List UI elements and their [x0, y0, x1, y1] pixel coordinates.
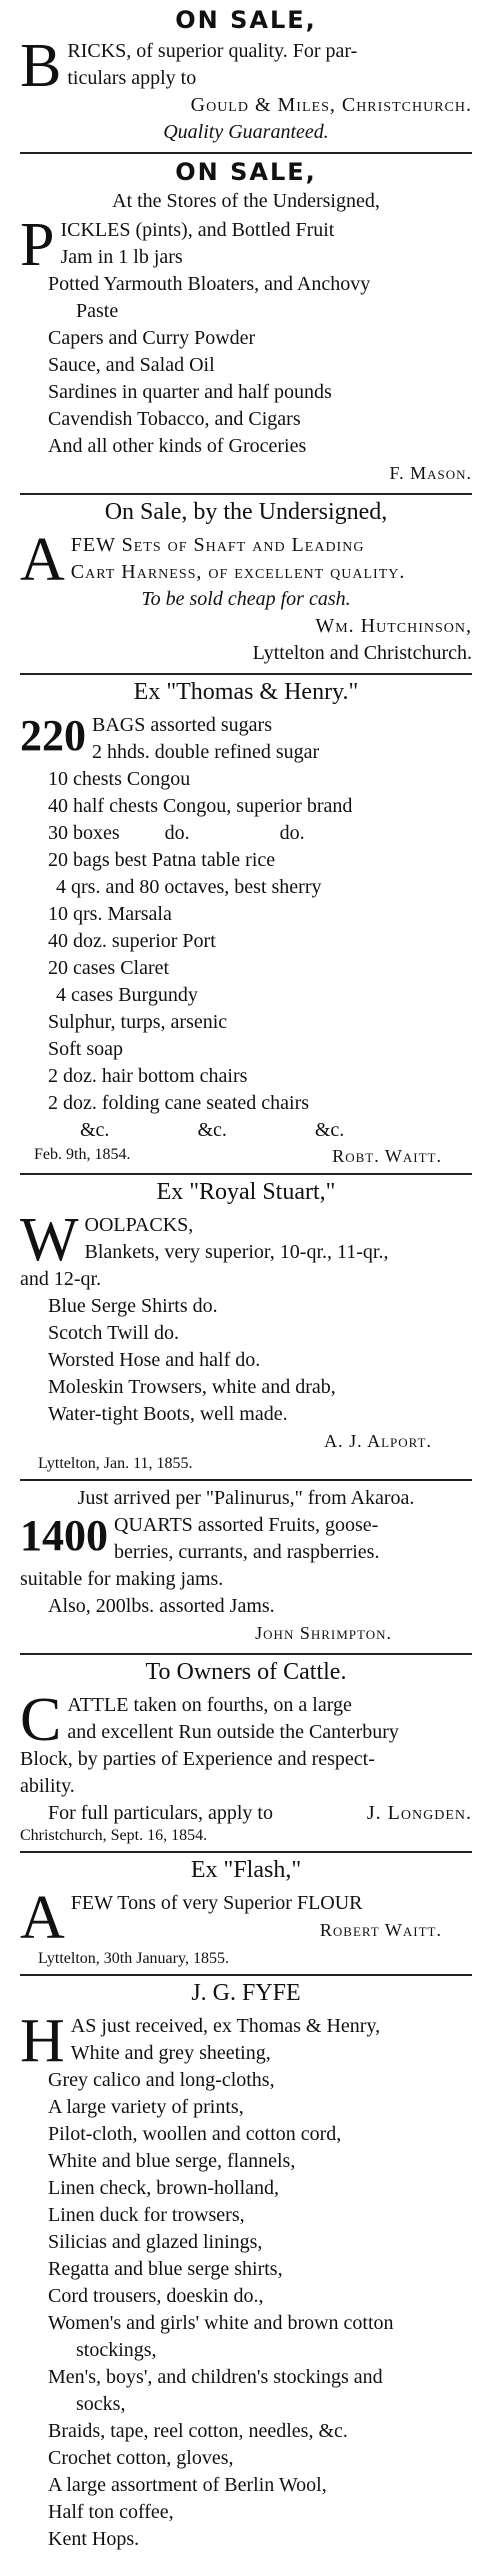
divider: [20, 1851, 472, 1853]
ad-line: 2 hhds. double refined sugar: [92, 741, 320, 763]
list-item: socks,: [76, 2393, 126, 2415]
ad-line: BAGS assorted sugars: [92, 714, 272, 736]
ad-seller: Gould & Miles, Christchurch.: [190, 94, 472, 116]
list-item: Potted Yarmouth Bloaters, and Anchovy: [48, 273, 371, 295]
dropcap: P: [20, 211, 55, 279]
ad-heading: ON SALE,: [175, 6, 317, 34]
list-item: Pilot-cloth, woollen and cotton cord,: [48, 2123, 342, 2145]
dropcap: B: [20, 32, 62, 100]
ad-line: ticulars apply to: [67, 67, 197, 89]
ad-line: For full particulars, apply to: [48, 1802, 273, 1824]
ad-flash: [20, 1857, 472, 1968]
list-item: A large assortment of Berlin Wool,: [48, 2474, 327, 2496]
dropcap: W: [20, 1206, 79, 1274]
list-item: 30 boxes do. do.: [48, 822, 305, 844]
divider: [20, 1479, 472, 1481]
list-item: 40 doz. superior Port: [48, 930, 216, 952]
list-item: White and blue serge, flannels,: [48, 2150, 296, 2172]
ad-line: Blankets, very superior, 10-qr., 11-qr.,: [84, 1241, 389, 1263]
ad-date: Christchurch, Sept. 16, 1854.: [20, 1827, 208, 1844]
list-item: Regatta and blue serge shirts,: [48, 2258, 283, 2280]
newspaper-column: [10, 0, 482, 2553]
dropcap: H: [20, 2007, 65, 2075]
list-item: 4 cases Burgundy: [56, 984, 198, 1006]
list-item: Sulphur, turps, arsenic: [48, 1011, 228, 1033]
divider: [20, 1974, 472, 1976]
list-item: 10 chests Congou: [48, 768, 191, 790]
list-item: stockings,: [76, 2339, 157, 2361]
ad-cattle: [20, 1659, 472, 1845]
ad-line: QUARTS assorted Fruits, goose-: [114, 1514, 379, 1536]
list-item: Water-tight Boots, well made.: [48, 1403, 288, 1425]
list-item: Kent Hops.: [48, 2528, 140, 2550]
ad-subheading: At the Stores of the Undersigned,: [112, 190, 380, 212]
ad-heading: Ex "Royal Stuart,": [156, 1179, 336, 1205]
ad-signature: A. J. Alport.: [324, 1431, 432, 1451]
ad-harness: [20, 499, 472, 667]
ad-line: ATTLE taken on fourths, on a large: [67, 1694, 352, 1716]
ad-line: Jam in 1 lb jars: [60, 246, 183, 268]
list-item: Crochet cotton, gloves,: [48, 2447, 234, 2469]
ad-line: and 12-qr.: [20, 1268, 102, 1290]
divider: [20, 152, 472, 154]
ad-heading: ON SALE,: [175, 158, 317, 186]
list-item: Paste: [76, 300, 119, 322]
big-number: 220: [20, 711, 86, 760]
date-signature-row: [20, 1146, 472, 1167]
ad-thomas-henry: [20, 679, 472, 1167]
ad-pickles: [20, 158, 472, 487]
list-item: 2 doz. folding cane seated chairs: [48, 1092, 310, 1114]
ad-line: ability.: [20, 1775, 75, 1797]
ad-line: FEW Tons of very Superior FLOUR: [70, 1892, 363, 1914]
ad-line: AS just received, ex Thomas & Henry,: [70, 2015, 381, 2037]
big-number: 1400: [20, 1511, 108, 1560]
divider: [20, 493, 472, 495]
list-item: A large variety of prints,: [48, 2096, 244, 2118]
ad-bricks: [20, 6, 472, 146]
list-item: 40 half chests Congou, superior brand: [48, 795, 353, 817]
ad-royal-stuart: [20, 1179, 472, 1473]
ad-heading: J. G. FYFE: [191, 1980, 301, 2006]
ad-signature: Robt. Waitt.: [332, 1146, 442, 1166]
ad-heading: Ex "Thomas & Henry.": [133, 679, 359, 705]
ad-palinurus: [20, 1485, 472, 1647]
ad-date: Lyttelton, Jan. 11, 1855.: [38, 1455, 193, 1472]
ad-line: suitable for making jams.: [20, 1568, 224, 1590]
list-item: And all other kinds of Groceries: [48, 435, 307, 457]
ad-heading: Ex "Flash,": [190, 1857, 302, 1883]
list-item: Braids, tape, reel cotton, needles, &c.: [48, 2420, 348, 2442]
list-item: 20 cases Claret: [48, 957, 170, 979]
ad-footer-row: [20, 1800, 472, 1827]
list-item: Sauce, and Salad Oil: [48, 354, 215, 376]
list-item: Linen check, brown-holland,: [48, 2177, 280, 2199]
list-item: Half ton coffee,: [48, 2501, 174, 2523]
etc: &c.: [314, 1119, 345, 1141]
ad-line: OOLPACKS,: [84, 1214, 194, 1236]
list-item: Sardines in quarter and half pounds: [48, 381, 332, 403]
list-item: Moleskin Trowsers, white and drab,: [48, 1376, 336, 1398]
dropcap: A: [20, 1884, 65, 1952]
ad-signature-place: Lyttelton and Christchurch.: [252, 642, 472, 664]
ad-line: Also, 200lbs. assorted Jams.: [48, 1595, 275, 1617]
ad-line: FEW Sets of Shaft and Leading: [70, 534, 365, 556]
ad-line: ICKLES (pints), and Bottled Fruit: [60, 219, 335, 241]
ad-signature: J. Longden.: [366, 1802, 472, 1824]
dropcap: A: [20, 526, 65, 594]
ad-intro: Just arrived per "Palinurus," from Akaroa.: [77, 1487, 415, 1509]
list-item: 10 qrs. Marsala: [48, 903, 172, 925]
list-item: Men's, boys', and children's stockings and: [48, 2366, 383, 2388]
list-item: 20 bags best Patna table rice: [48, 849, 276, 871]
list-item: Worsted Hose and half do.: [48, 1349, 261, 1371]
divider: [20, 673, 472, 675]
ad-signature: Robert Waitt.: [319, 1920, 442, 1940]
list-item: Silicias and glazed linings,: [48, 2231, 263, 2253]
ad-line: RICKS, of superior quality. For par-: [67, 40, 358, 62]
ad-signature: John Shrimpton.: [255, 1623, 392, 1643]
divider: [20, 1653, 472, 1655]
etc: &c.: [80, 1119, 110, 1141]
etc-row: [20, 1117, 472, 1144]
list-item: Women's and girls' white and brown cotton: [48, 2312, 394, 2334]
ad-line: Cart Harness, of excellent quality.: [70, 561, 406, 583]
divider: [20, 1173, 472, 1175]
list-item: Soft soap: [48, 1038, 123, 1060]
list-item: Blue Serge Shirts do.: [48, 1295, 218, 1317]
dropcap: C: [20, 1686, 62, 1754]
ad-line: White and grey sheeting,: [70, 2042, 271, 2064]
list-item: 2 doz. hair bottom chairs: [48, 1065, 248, 1087]
list-item: Cord trousers, doeskin do.,: [48, 2285, 264, 2307]
ad-date: Lyttelton, 30th January, 1855.: [38, 1950, 229, 1967]
ad-line: berries, currants, and raspberries.: [114, 1541, 380, 1563]
ad-note: To be sold cheap for cash.: [141, 588, 351, 610]
ad-heading: On Sale, by the Undersigned,: [104, 499, 388, 525]
ad-note: Quality Guaranteed.: [163, 121, 329, 143]
list-item: Scotch Twill do.: [48, 1322, 180, 1344]
list-item: Linen duck for trowsers,: [48, 2204, 245, 2226]
list-item: 4 qrs. and 80 octaves, best sherry: [56, 876, 322, 898]
ad-line: and excellent Run outside the Canterbury: [67, 1721, 399, 1743]
ad-signature: Wm. Hutchinson,: [315, 615, 472, 637]
ad-heading: To Owners of Cattle.: [145, 1659, 347, 1685]
ad-fyfe: [20, 1980, 472, 2553]
ad-signature: F. Mason.: [389, 463, 472, 483]
ad-line: Block, by parties of Experience and respect-: [20, 1748, 375, 1770]
list-item: Capers and Curry Powder: [48, 327, 256, 349]
etc: &c.: [197, 1119, 227, 1141]
list-item: Cavendish Tobacco, and Cigars: [48, 408, 301, 430]
ad-date: Feb. 9th, 1854.: [34, 1146, 131, 1163]
list-item: Grey calico and long-cloths,: [48, 2069, 275, 2091]
